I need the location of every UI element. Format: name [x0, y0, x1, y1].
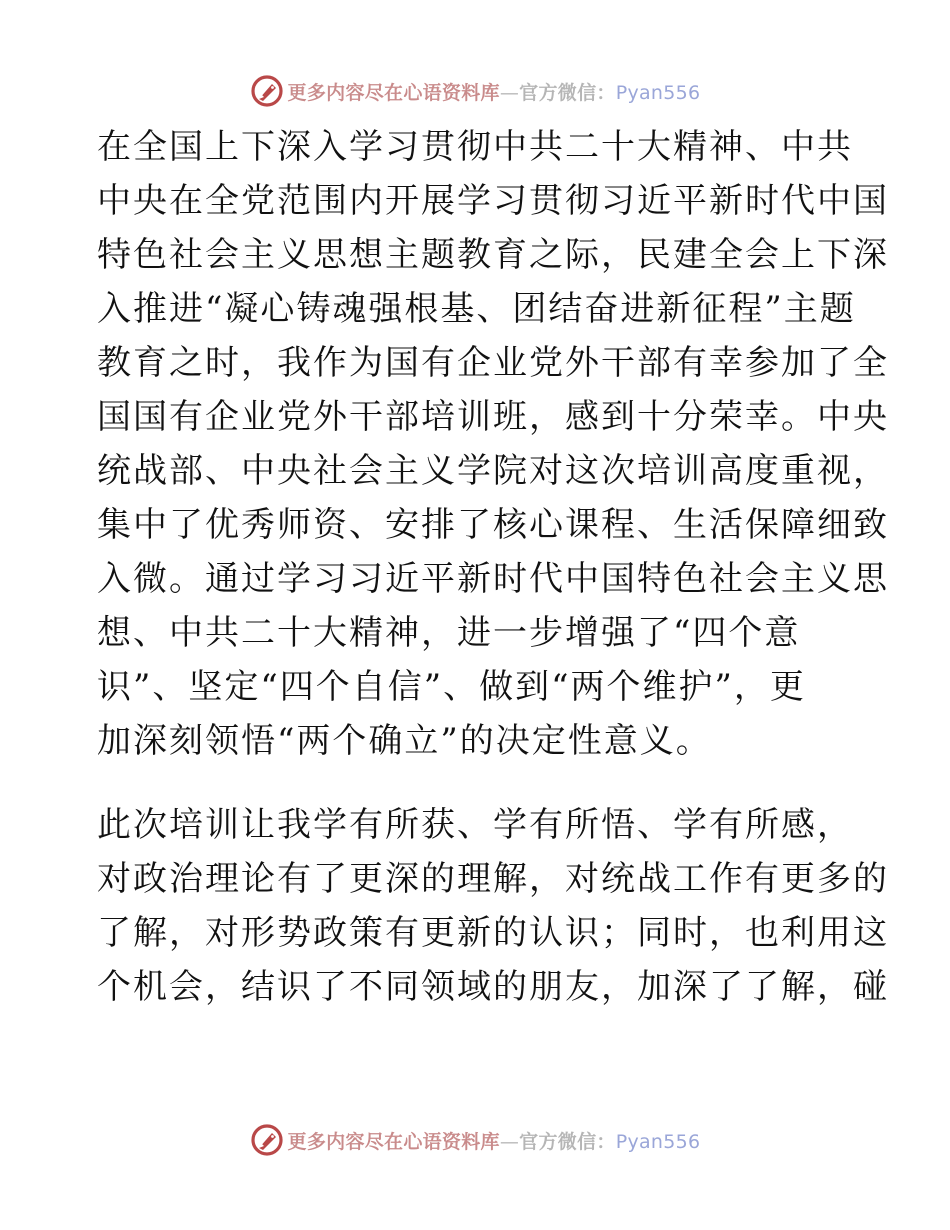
text-line: 统战部、中央社会主义学院对这次培训高度重视， — [97, 451, 889, 491]
text-line: 在全国上下深入学习贯彻中共二十大精神、中共 — [97, 127, 853, 167]
document-body — [97, 120, 889, 1014]
paragraph-2 — [97, 798, 889, 1014]
text-line: 想、中共二十大精神，进一步增强了“四个意 — [97, 613, 801, 653]
watermark-wechat-label: 官方微信： — [519, 1130, 616, 1153]
text-line: 识”、坚定“四个自信”、做到“两个维护”，更 — [97, 667, 806, 707]
watermark-wechat-label: 官方微信： — [519, 81, 616, 104]
watermark-brand: 更多内容尽在心语资料库 — [287, 1130, 500, 1153]
watermark-text — [288, 78, 701, 105]
paragraph-1 — [97, 120, 889, 768]
text-line: 国国有企业党外干部培训班，感到十分荣幸。中央 — [97, 397, 889, 437]
header-watermark — [0, 71, 950, 111]
watermark-account: Pyan556 — [615, 81, 701, 104]
text-line: 中央在全党范围内开展学习贯彻习近平新时代中国 — [97, 181, 889, 221]
watermark-dash: — — [499, 81, 520, 104]
pen-nib-logo-icon — [250, 1123, 284, 1157]
footer-watermark — [0, 1120, 950, 1160]
text-line: 加深刻领悟“两个确立”的决定性意义。 — [97, 721, 712, 761]
watermark-text — [288, 1127, 701, 1154]
text-line: 对政治理论有了更深的理解，对统战工作有更多的 — [97, 859, 889, 899]
text-line: 入微。通过学习习近平新时代中国特色社会主义思 — [97, 559, 889, 599]
text-line: 个机会，结识了不同领域的朋友，加深了了解，碰 — [97, 967, 889, 1007]
text-line: 入推进“凝心铸魂强根基、团结奋进新征程”主题 — [97, 289, 856, 329]
watermark-brand: 更多内容尽在心语资料库 — [287, 81, 500, 104]
text-line: 此次培训让我学有所获、学有所悟、学有所感， — [97, 805, 853, 845]
watermark-account: Pyan556 — [615, 1130, 701, 1153]
pen-nib-logo-icon — [250, 74, 284, 108]
text-line: 特色社会主义思想主题教育之际，民建全会上下深 — [97, 235, 889, 275]
text-line: 教育之时，我作为国有企业党外干部有幸参加了全 — [97, 343, 889, 383]
text-line: 了解，对形势政策有更新的认识；同时，也利用这 — [97, 913, 889, 953]
text-line: 集中了优秀师资、安排了核心课程、生活保障细致 — [97, 505, 889, 545]
watermark-dash: — — [499, 1130, 520, 1153]
